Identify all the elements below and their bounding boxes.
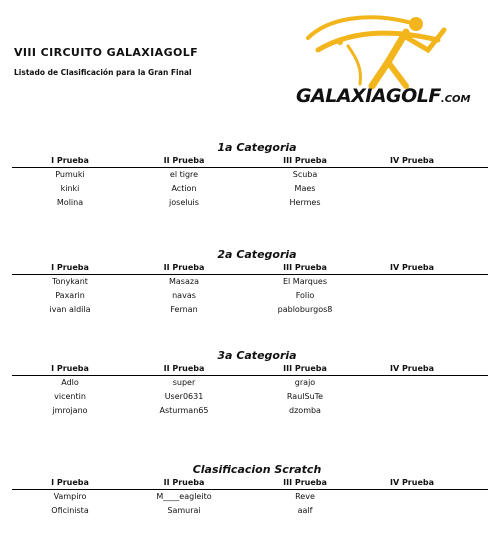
- section-3a-categoria: [0, 349, 500, 418]
- column-header: II Prueba: [163, 478, 205, 487]
- section-title: 1a Categoria: [217, 141, 297, 154]
- table-cell: ivan aldila: [49, 305, 91, 314]
- column-header: I Prueba: [51, 478, 89, 487]
- table-row: [0, 404, 500, 418]
- document-header: [14, 46, 198, 77]
- table-row: [0, 490, 500, 504]
- table-row: [0, 390, 500, 404]
- section-title: 3a Categoria: [217, 349, 297, 362]
- table-cell: vicentin: [54, 392, 86, 401]
- table-cell: Folio: [295, 291, 315, 300]
- table-header: [12, 362, 488, 376]
- table-cell: Maes: [294, 184, 316, 193]
- table-cell: Hermes: [289, 198, 321, 207]
- galaxiagolf-logo: [288, 10, 478, 110]
- column-header: II Prueba: [163, 156, 205, 165]
- table-cell: aalf: [297, 506, 313, 515]
- column-header: I Prueba: [51, 156, 89, 165]
- table-row: [0, 182, 500, 196]
- table-cell: navas: [172, 291, 196, 300]
- golfer-swing-icon: [288, 10, 478, 90]
- column-header: III Prueba: [283, 263, 327, 272]
- section-2a-categoria: [0, 248, 500, 317]
- logo-wordmark: GALAXIAGOLF.COM: [296, 85, 471, 107]
- table-cell: kinki: [60, 184, 80, 193]
- section-title: Clasificacion Scratch: [192, 463, 322, 476]
- table-cell: dzomba: [289, 406, 321, 415]
- table-cell: Masaza: [169, 277, 199, 286]
- table-cell: Vampiro: [53, 492, 87, 501]
- column-header: IV Prueba: [389, 478, 434, 487]
- table-cell: el tigre: [169, 170, 199, 179]
- table-row: [0, 168, 500, 182]
- column-header: II Prueba: [163, 364, 205, 373]
- column-header: III Prueba: [283, 478, 327, 487]
- column-header: IV Prueba: [389, 263, 434, 272]
- table-cell: Asturman65: [159, 406, 209, 415]
- table-row: [0, 196, 500, 210]
- table-row: [0, 275, 500, 289]
- table-cell: Oficinista: [51, 506, 89, 515]
- table-cell: super: [172, 378, 196, 387]
- table-cell: Adlo: [61, 378, 79, 387]
- table-cell: pabloburgos8: [277, 305, 333, 314]
- table-cell: Fernan: [170, 305, 198, 314]
- table-cell: grajo: [294, 378, 316, 387]
- table-row: [0, 289, 500, 303]
- table-cell: Molina: [56, 198, 84, 207]
- column-header: II Prueba: [163, 263, 205, 272]
- table-row: [0, 303, 500, 317]
- table-row: [0, 376, 500, 390]
- table-cell: jmrojano: [52, 406, 88, 415]
- table-cell: Scuba: [292, 170, 318, 179]
- table-cell: Tonykant: [52, 277, 88, 286]
- section-1a-categoria: [0, 141, 500, 210]
- table-cell: Paxarin: [55, 291, 85, 300]
- table-cell: RaulSuTe: [286, 392, 324, 401]
- table-cell: Reve: [295, 492, 315, 501]
- column-header: I Prueba: [51, 263, 89, 272]
- table-cell: Action: [171, 184, 197, 193]
- table-header: [12, 476, 488, 490]
- table-cell: M____eagleito: [156, 492, 212, 501]
- table-cell: joseluis: [169, 198, 199, 207]
- table-cell: Samurai: [167, 506, 201, 515]
- section-title: 2a Categoria: [217, 248, 297, 261]
- table-header: [12, 261, 488, 275]
- column-header: IV Prueba: [389, 364, 434, 373]
- table-row: [0, 504, 500, 518]
- table-cell: Pumuki: [55, 170, 85, 179]
- column-header: III Prueba: [283, 364, 327, 373]
- table-header: [12, 154, 488, 168]
- table-cell: El Marques: [282, 277, 327, 286]
- page-title: VIII CIRCUITO GALAXIAGOLF: [14, 46, 199, 59]
- table-cell: User0631: [164, 392, 204, 401]
- section-clasificacion-scratch: [0, 463, 500, 518]
- column-header: III Prueba: [283, 156, 327, 165]
- page-subtitle: Listado de Clasificación para la Gran Final: [14, 68, 192, 77]
- column-header: IV Prueba: [389, 156, 434, 165]
- column-header: I Prueba: [51, 364, 89, 373]
